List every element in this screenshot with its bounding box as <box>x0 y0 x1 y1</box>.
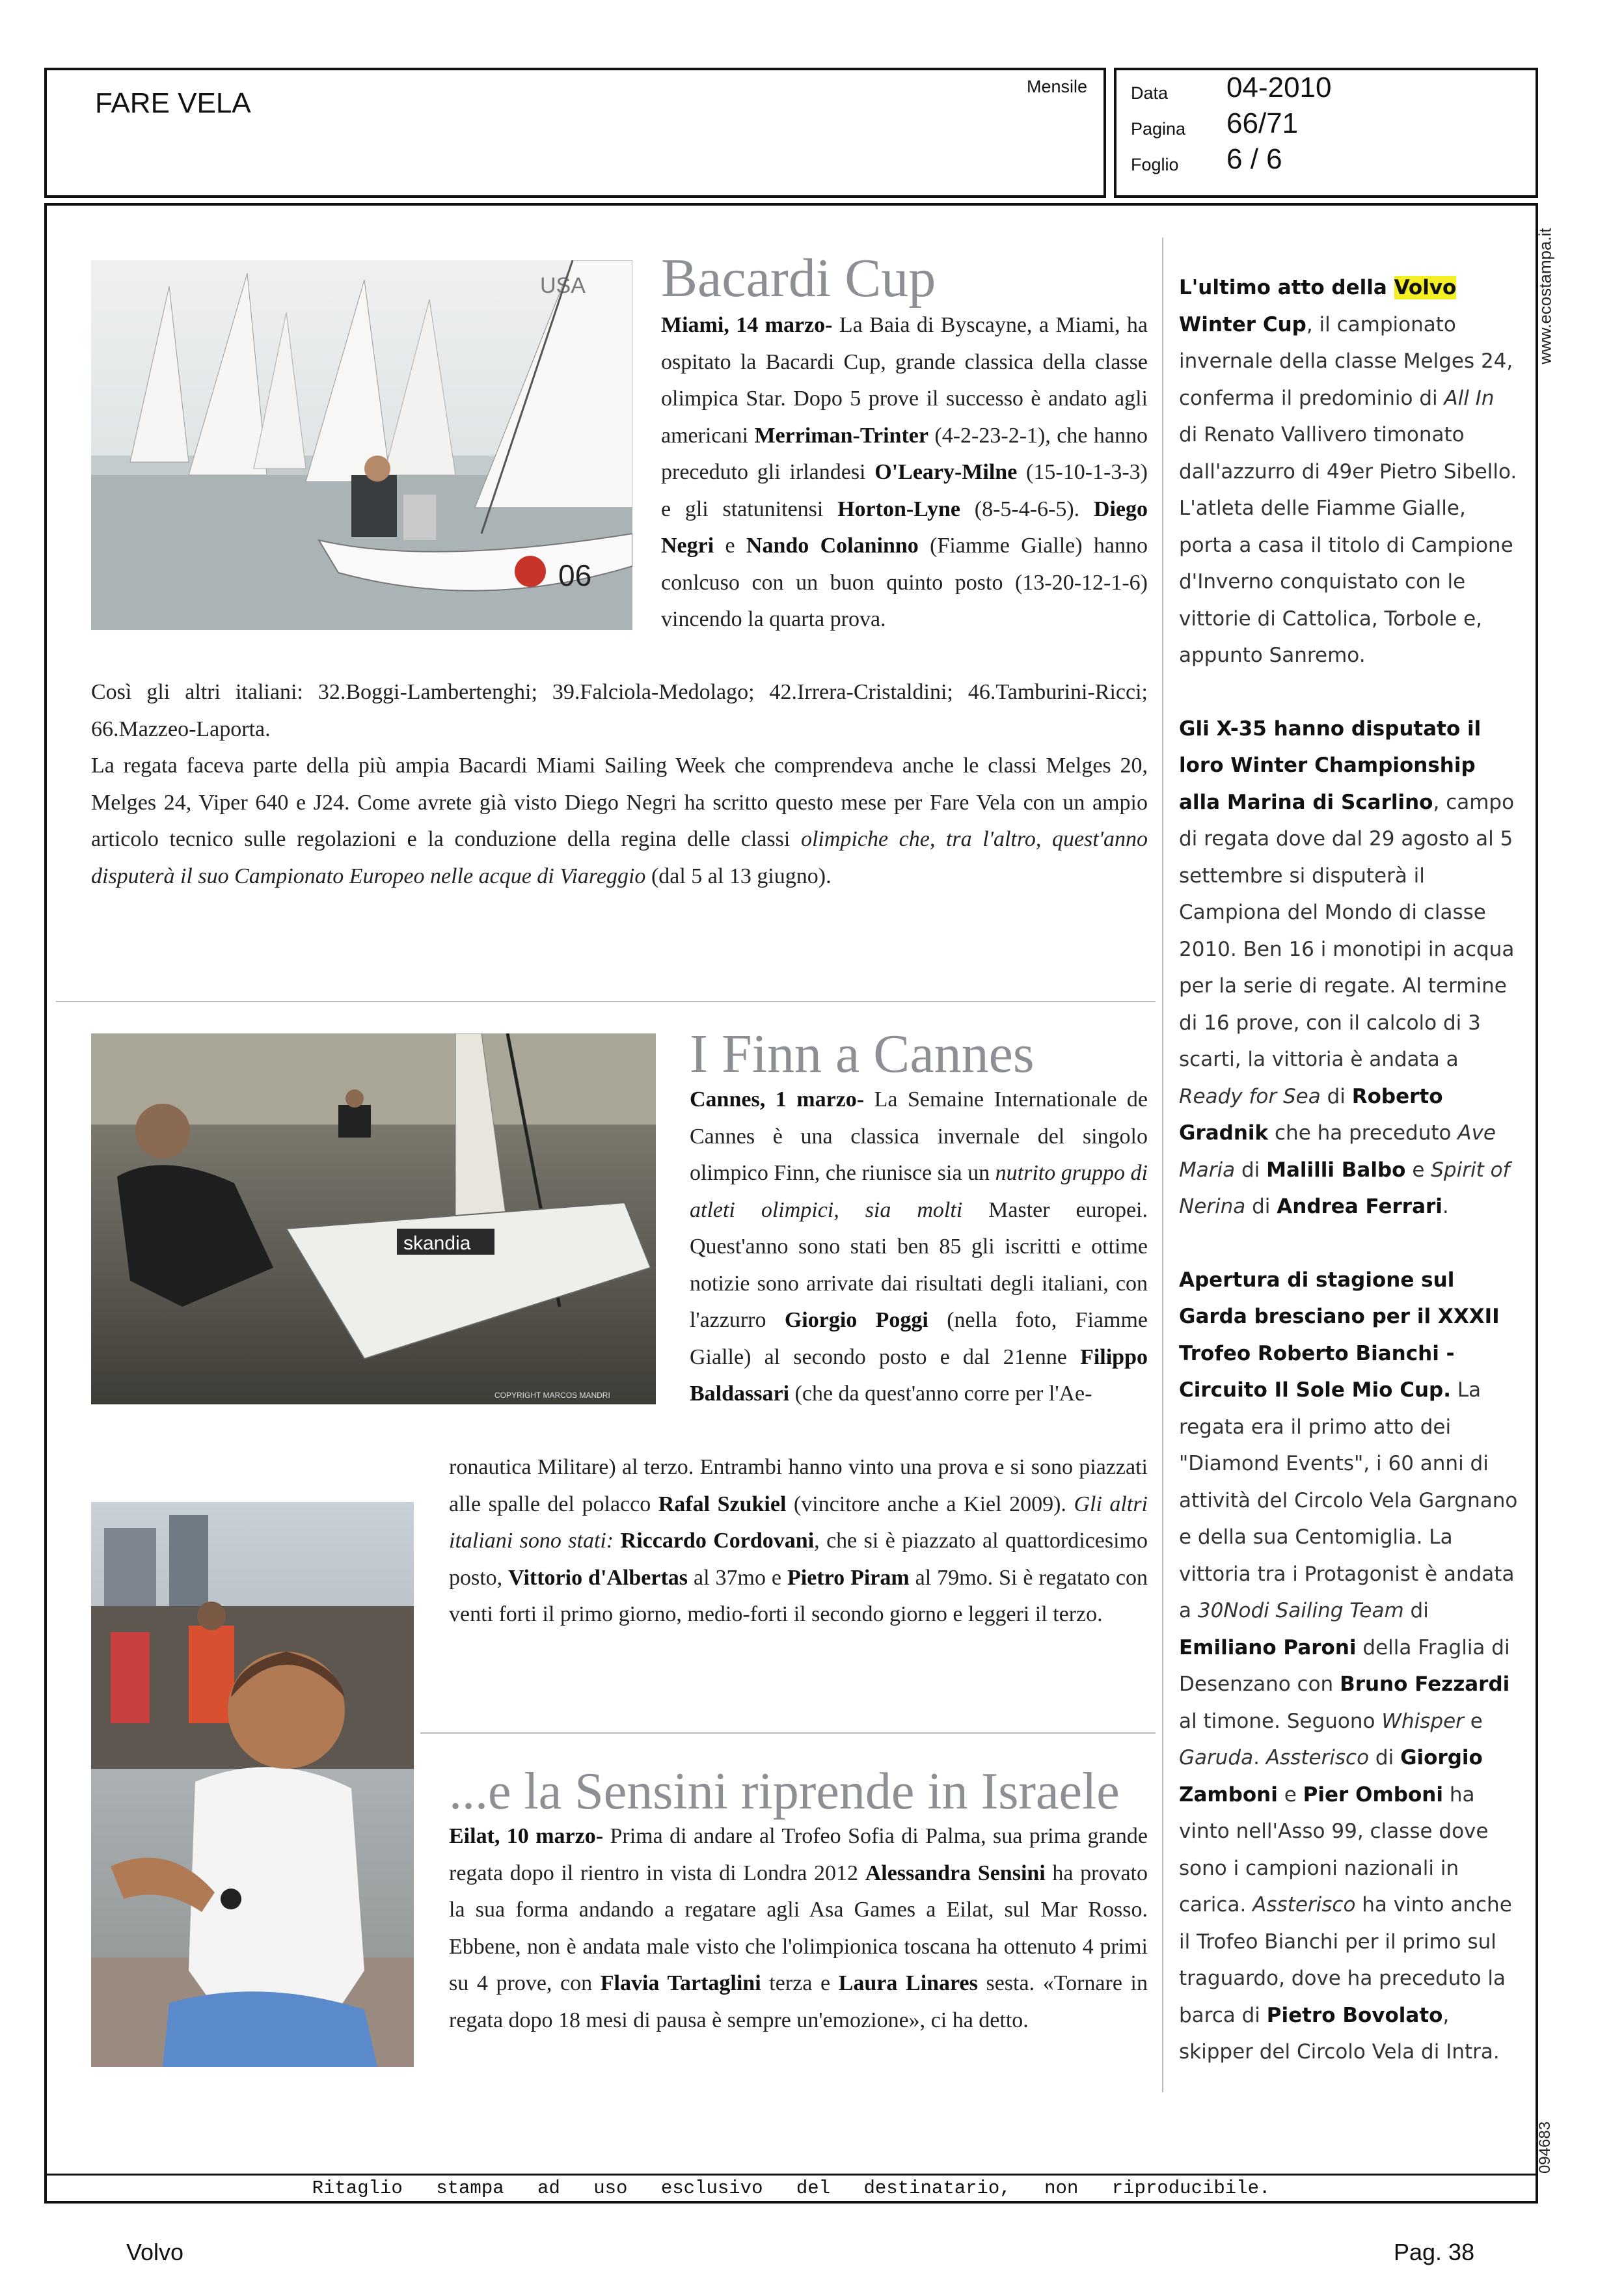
data-label: Data <box>1131 83 1169 103</box>
article-bacardi-body: Così gli altri italiani: 32.Boggi-Lambertenghi; 39.Falciola-Medolago; 42.Irrera-Cristaldini; 46.Tamburini-Ricci; 66.Mazzeo-Laporta. La regata faceva parte della più ampia Bacardi Miami Sailing Week che comprendeva anche le classi Melges 20, Melges 24, Viper 640 e J24. Come avrete già visto Diego Negri ha scritto questo mese per Fare Vela con un ampio articolo tecnico sulle regolazioni e la conduzione della regina delle classi olimpiche che, tra l'altro, quest'anno disputerà il suo Campionato Europeo nelle acque di Viareggio (dal 5 al 13 giugno). <box>91 680 1148 888</box>
boat-number: 06 <box>558 558 592 592</box>
article-title-finn: I Finn a Cannes <box>690 1024 1035 1084</box>
article-sensini-body: Eilat, 10 marzo- Prima di andare al Trofeo Sofia di Palma, sua prima grande regata dopo il rientro in vista di Londra 2012 Alessandra Sensini ha provato la sua forma andando a regatare agli Asa Games a Eilat, sul Mar Rosso. Ebbene, non è andata male visto che l'olimpionica toscana ha ottenuto 4 primi su 4 prove, con Flavia Tartaglini terza e Laura Linares sesta. «Tornare in regata dopo 18 mesi di pausa è sempre un'emozione», ci ha detto. <box>449 1824 1148 2032</box>
pagina-label: Pagina <box>1131 119 1186 139</box>
foglio-label: Foglio <box>1131 155 1179 174</box>
article-finn-body: ronautica Militare) al terzo. Entrambi hanno vinto una prova e si sono piazzati alle spalle del polacco Rafal Szukiel (vincitore anche a Kiel 2009). Gli altri italiani sono stati: Riccardo Cordovani, che si è piazzato al quattordicesimo posto, Vittorio d'Albertas al 37mo e Pietro Piram al 79mo. Si è regatato con venti forti il primo giorno, medio-forti il secondo giorno e leggeri il terzo. <box>449 1455 1148 1626</box>
footer-left: Volvo <box>126 2239 184 2265</box>
publication-name: FARE VELA <box>95 87 251 119</box>
hull-brand: skandia <box>403 1233 471 1254</box>
section-divider-2 <box>420 1732 1156 1734</box>
side-code: 094683 <box>1536 2121 1554 2174</box>
footer-page: Pag. 38 <box>1394 2239 1475 2265</box>
clipping-divider <box>44 2174 1538 2176</box>
sidebar-news: L'ultimo atto della Volvo Winter Cup, il campionato invernale della classe Melges 24, conferma il predominio di All In di Renato Vallivero timonato dall'azzurro di 49er Pietro Sibello. L'atleta delle Fiamme Gialle, porta a casa il titolo di Campione d'Inverno conquistato con le vittorie di Cattolica, Torbole e, appunto Sanremo. Gli X-35 hanno disputato il loro Winter Championship alla Marina di Scarlino, campo di regata dove dal 29 agosto al 5 settembre si disputerà il Campiona del Mondo di classe 2010. Ben 16 i monotipi in acqua per la serie di regate. Al termine di 16 prove, con il calcolo di 3 scarti, la vittoria è andata a Ready for Sea di Roberto Gradnik che ha preceduto Ave Maria di Malilli Balbo e Spirit of Nerina di Andrea Ferrari. Apertura di stagione sul Garda bresciano per il XXXII Trofeo Roberto Bianchi - Circuito Il Sole Mio Cup. La regata era il primo atto dei "Diamond Events", i 60 anni di attività del Circolo Vela Gargnano e della sua Centomiglia. La vittoria tra i Protagonist è andata a 30Nodi Sailing Team di Emiliano Paroni della Fraglia di Desenzano con Bruno Fezzardi al timone. Seguono Whisper e Garuda. Assterisco di Giorgio Zamboni e Pier Omboni ha vinto nell'Asso 99, classe dove sono i campioni nazionali in carica. Assterisco ha vinto anche il Trofeo Bianchi per il primo sul traguardo, dove ha preceduto la barca di Pietro Bovolato, skipper del Circolo Vela di Intra. <box>1179 276 1518 2064</box>
photo-credit: COPYRIGHT MARCOS MANDRI <box>494 1391 610 1400</box>
photo-star-boats <box>91 260 632 630</box>
clipping-notice: Ritaglio stampa ad uso esclusivo del destinatario, non riproducibile. <box>312 2177 1271 2199</box>
article-finn-intro: Cannes, 1 marzo- La Semaine Internationale de Cannes è una classica invernale del singolo olimpico Finn, che riunisce sia un nutrito gruppo di atleti olimpici, sia molti Master europei. Quest'anno sono stati ben 85 gli iscritti e ottime notizie sono arrivate dai risultati degli italiani, con l'azzurro Giorgio Poggi (nella foto, Fiamme Gialle) al secondo posto e dal 21enne Filippo Baldassari (che da quest'anno corre per l'Ae- <box>690 1087 1148 1406</box>
side-url: www.ecostampa.it <box>1535 228 1555 364</box>
article-title-sensini: ...e la Sensini riprende in Israele <box>449 1763 1120 1820</box>
article-title-bacardi: Bacardi Cup <box>661 248 936 308</box>
foglio-value: 6 / 6 <box>1226 143 1282 175</box>
photo-sensini <box>91 1502 414 2067</box>
article-bacardi-intro: Miami, 14 marzo- La Baia di Byscayne, a Miami, ha ospitato la Bacardi Cup, grande classica della classe olimpica Star. Dopo 5 prove il successo è andato agli americani Merriman-Trinter (4-2-23-2-1), che hanno preceduto gli irlandesi O'Leary-Milne (15-10-1-3-3) e gli statunitensi Horton-Lyne (8-5-4-6-5). Diego Negri e Nando Colaninno (Fiamme Gialle) hanno conlcuso con un buon quinto posto (13-20-12-1-6) vincendo la quarta prova. <box>661 313 1148 631</box>
column-rule <box>1162 238 1163 2092</box>
photo-finn <box>91 1033 656 1404</box>
pagina-value: 66/71 <box>1226 107 1299 139</box>
section-divider <box>56 1001 1156 1002</box>
data-value: 04-2010 <box>1226 72 1332 103</box>
frequency-label: Mensile <box>1027 77 1088 96</box>
sail-text: USA <box>540 273 586 298</box>
